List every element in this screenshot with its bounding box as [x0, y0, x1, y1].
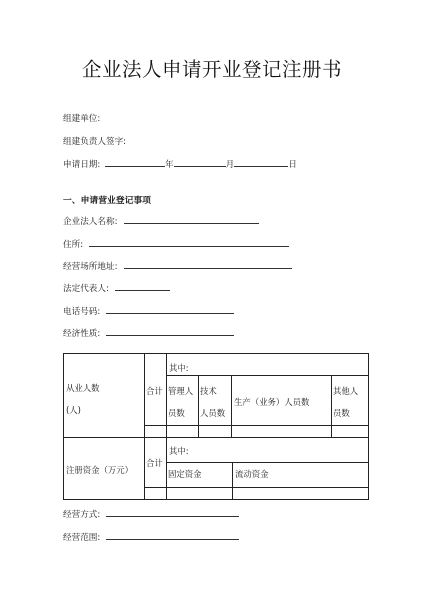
fixed-capital-label: 固定资金: [168, 469, 202, 479]
total-label-2: 合计: [146, 458, 163, 468]
tech-label-2: 人员数: [200, 408, 226, 418]
section-heading: 一、申请营业登记事项: [63, 196, 151, 206]
employees-label: 从业人数: [66, 383, 100, 393]
other-label-2: 员数: [333, 408, 350, 418]
phone-field: [63, 305, 234, 318]
table-divider: [232, 462, 233, 500]
signer-label: 组建负责人签字:: [63, 137, 127, 147]
year-label: 年: [165, 160, 174, 170]
table-divider: [231, 375, 232, 437]
signer-field: [63, 137, 126, 148]
residence-label: 住所:: [63, 240, 84, 250]
tech-label: 技术: [200, 386, 217, 396]
table-divider: [166, 353, 167, 500]
unit-label: 组建单位:: [63, 114, 101, 124]
production-label: 生产（业务）人员数: [234, 397, 310, 407]
month-label: 月: [225, 160, 235, 170]
working-capital-label: 流动资金: [235, 469, 269, 479]
table-divider: [166, 375, 369, 376]
year-blank[interactable]: [105, 158, 165, 167]
table-divider: [331, 375, 332, 437]
address-field: [63, 260, 292, 273]
nature-blank[interactable]: [106, 327, 234, 336]
other-label: 其他人: [333, 386, 359, 396]
table-divider: [144, 353, 145, 500]
table-divider: [198, 375, 199, 437]
table-divider: [166, 462, 369, 463]
rep-field: [63, 282, 170, 295]
day-label: 日: [288, 160, 297, 170]
of-which-label-2: 其中:: [169, 446, 189, 456]
mgmt-label: 管理人: [168, 386, 194, 396]
nature-field: [63, 327, 234, 340]
table-divider: [144, 425, 369, 426]
employees-unit: (人): [66, 405, 81, 415]
address-label: 经营场所地址:: [63, 262, 118, 272]
phone-blank[interactable]: [106, 305, 234, 314]
residence-blank[interactable]: [89, 238, 289, 247]
phone-label: 电话号码:: [63, 307, 101, 317]
month-blank[interactable]: [174, 158, 226, 167]
document-title: 企业法人申请开业登记注册书: [81, 58, 342, 81]
name-field: [63, 215, 259, 228]
scope-label: 经营范围:: [63, 533, 101, 543]
rep-blank[interactable]: [115, 282, 170, 291]
method-field: [63, 508, 239, 521]
scope-blank[interactable]: [106, 531, 239, 540]
mgmt-label-2: 员数: [168, 408, 185, 418]
day-blank[interactable]: [234, 158, 288, 167]
method-blank[interactable]: [106, 508, 239, 517]
total-label: 合计: [146, 386, 163, 396]
of-which-label: 其中:: [169, 363, 189, 373]
address-blank[interactable]: [124, 260, 292, 269]
scope-field: [63, 531, 239, 544]
capital-label: 注册资金（万元）: [66, 465, 133, 475]
table-divider: [144, 487, 369, 488]
rep-label: 法定代表人:: [63, 284, 109, 294]
residence-field: [63, 238, 289, 251]
nature-label: 经济性质:: [63, 329, 101, 339]
date-label: 申请日期:: [63, 160, 101, 170]
unit-field: [63, 114, 100, 125]
date-field: [63, 158, 297, 171]
table-divider: [63, 437, 369, 438]
name-label: 企业法人名称:: [63, 217, 118, 227]
method-label: 经营方式:: [63, 510, 101, 520]
name-blank[interactable]: [124, 215, 259, 224]
